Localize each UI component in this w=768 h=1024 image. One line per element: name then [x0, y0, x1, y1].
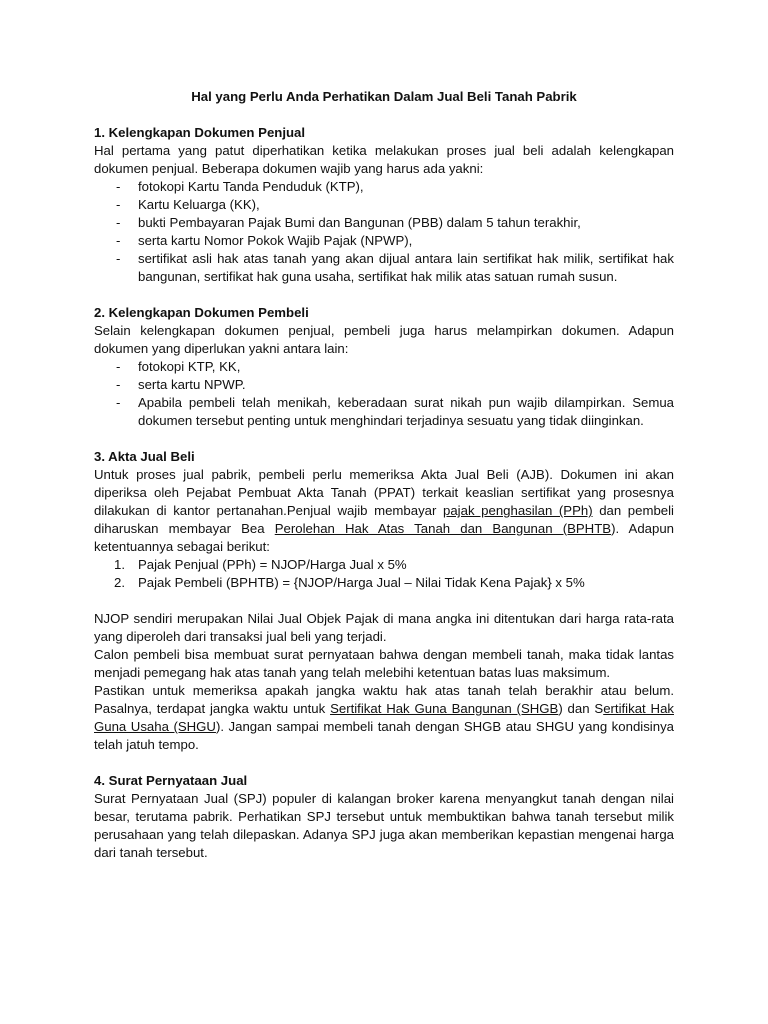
buyer-document-list	[94, 358, 674, 430]
certificate-term-paragraph: Pastikan untuk memeriksa apakah jangka waktu hak atas tanah telah berakhir atau belum. Pasalnya, terdapat jangka waktu untuk Sertifikat Hak Guna Bangunan (SHGB) dan Sertifikat Hak Guna Usaha (SHGU). Jangan sampai membeli tanah dengan SHGB atau SHGU yang kondisinya telah jatuh tempo.	[94, 683, 674, 752]
section-sale-statement	[94, 772, 674, 862]
document-title: Hal yang Perlu Anda Perhatikan Dalam Jual Beli Tanah Pabrik	[191, 89, 577, 104]
section-intro: Selain kelengkapan dokumen penjual, pembeli juga harus melampirkan dokumen. Adapun dokumen yang diperlukan yakni antara lain:	[94, 323, 674, 356]
link-income-tax[interactable]: pajak penghasilan (PPh)	[443, 503, 593, 518]
link-shgb[interactable]: Sertifikat Hak Guna Bangunan (SHGB	[330, 701, 559, 716]
section-sale-deed	[94, 448, 674, 754]
section-buyer-documents	[94, 304, 674, 430]
link-bphtb[interactable]: Perolehan Hak Atas Tanah dan Bangunan (BPHTB	[274, 521, 612, 536]
section-seller-documents	[94, 124, 674, 286]
list-item: - serta kartu NPWP.	[116, 377, 246, 392]
list-item: 1. Pajak Penjual (PPh) = NJOP/Harga Jual x 5%	[114, 557, 407, 572]
link-shgu[interactable]: ertifikat Hak Guna Usaha (SHGU	[94, 701, 674, 734]
njop-paragraph: NJOP sendiri merupakan Nilai Jual Objek Pajak di mana angka ini ditentukan dari harga rata-rata yang diperoleh dari transaksi jual beli yang terjadi.	[94, 611, 674, 644]
list-item: - sertifikat asli hak atas tanah yang akan dijual antara lain sertifikat hak milik, sertifikat hak bangunan, sertifikat hak guna usaha, sertifikat hak milik atas satuan rumah susun.	[116, 251, 674, 284]
section-heading: 2. Kelengkapan Dokumen Pembeli	[94, 305, 309, 320]
section-intro: Untuk proses jual pabrik, pembeli perlu memeriksa Akta Jual Beli (AJB). Dokumen ini akan diperiksa oleh Pejabat Pembuat Akta Tanah (PPAT) terkait keaslian sertifikat yang prosesnya dilakukan di kantor pertanahan.Penjual wajib membayar pajak penghasilan (PPh) dan pembeli diharuskan membayar Bea Perolehan Hak Atas Tanah dan Bangunan (BPHTB). Adapun ketentuannya sebagai berikut:	[94, 467, 675, 554]
list-item: - serta kartu Nomor Pokok Wajib Pajak (NPWP),	[116, 233, 413, 248]
tax-formula-list	[94, 556, 674, 592]
section-intro: Hal pertama yang patut diperhatikan ketika melakukan proses jual beli adalah kelengkapan dokumen penjual. Beberapa dokumen wajib yang harus ada yakni:	[94, 143, 674, 176]
section-heading: 4. Surat Pernyataan Jual	[94, 773, 248, 788]
list-item: - fotokopi KTP, KK,	[116, 359, 241, 374]
list-item: - fotokopi Kartu Tanda Penduduk (KTP),	[116, 179, 364, 194]
section-intro: Surat Pernyataan Jual (SPJ) populer di kalangan broker karena menyangkut tanah dengan nilai besar, terutama pabrik. Perhatikan SPJ tersebut untuk membuktikan bahwa tanah tersebut milik perusahaan yang telah dilepaskan. Adanya SPJ juga akan memberikan kepastian mengenai harga dari tanah tersebut.	[94, 791, 674, 860]
document-page	[94, 88, 674, 880]
list-item: - Kartu Keluarga (KK),	[116, 197, 260, 212]
buyer-statement-paragraph: Calon pembeli bisa membuat surat pernyataan bahwa dengan membeli tanah, maka tidak lantas menjadi pemegang hak atas tanah yang telah melebihi ketentuan batas luas maksimum.	[94, 647, 674, 680]
list-item: 2. Pajak Pembeli (BPHTB) = {NJOP/Harga Jual – Nilai Tidak Kena Pajak} x 5%	[114, 575, 585, 590]
section-heading: 1. Kelengkapan Dokumen Penjual	[94, 125, 306, 140]
section-heading: 3. Akta Jual Beli	[94, 449, 195, 464]
list-item: - bukti Pembayaran Pajak Bumi dan Bangunan (PBB) dalam 5 tahun terakhir,	[116, 215, 581, 230]
seller-document-list	[94, 178, 674, 286]
list-item: - Apabila pembeli telah menikah, keberadaan surat nikah pun wajib dilampirkan. Semua dokumen tersebut penting untuk menghindari terjadinya sesuatu yang tidak diinginkan.	[116, 395, 674, 428]
